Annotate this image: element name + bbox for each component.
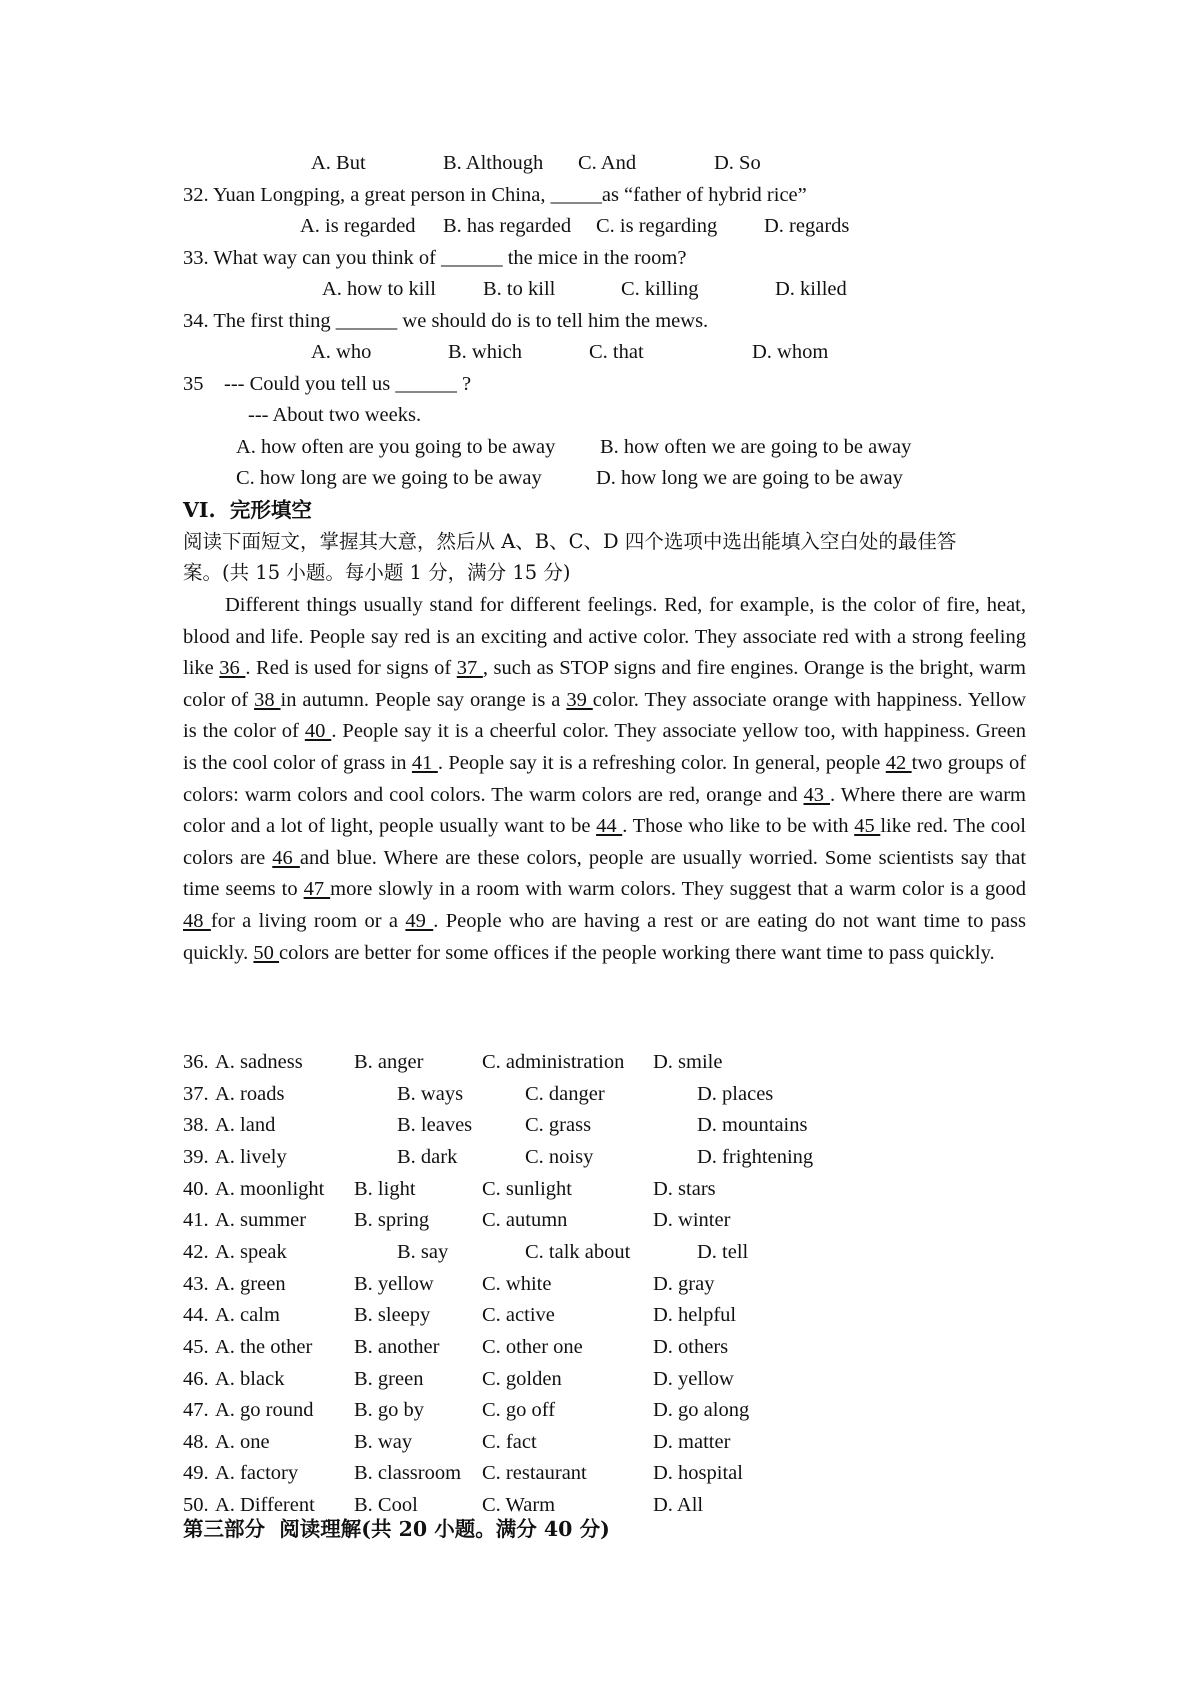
option-b: B. way: [354, 1430, 413, 1453]
q31-option-c: C. And: [578, 152, 637, 174]
option-a: A. roads: [215, 1082, 285, 1105]
question-number: 38.: [183, 1114, 209, 1137]
option-d: D. All: [653, 1494, 704, 1517]
question-number: 40.: [183, 1177, 209, 1200]
option-a: A. speak: [215, 1240, 287, 1263]
q32-option-c: C. is regarding: [596, 215, 718, 237]
q35-option-d: D. how long we are going to be away: [596, 467, 903, 489]
question-number: 37.: [183, 1082, 209, 1105]
option-d: D. places: [697, 1082, 774, 1105]
option-a: A. sadness: [215, 1051, 303, 1073]
q35-option-b: B. how often we are going to be away: [600, 436, 912, 458]
option-d: D. gray: [653, 1272, 715, 1295]
passage-text: like red. The cool colors are: [183, 815, 1027, 869]
option-c: C. white: [482, 1272, 552, 1295]
cloze-blank: 50: [253, 941, 280, 964]
option-d: D. helpful: [653, 1304, 737, 1327]
option-b: B. anger: [354, 1051, 424, 1073]
section-title: VI. 完形填空: [183, 498, 312, 522]
cloze-blank: 36: [219, 657, 246, 680]
option-d: D. winter: [653, 1209, 731, 1232]
option-c: C. grass: [525, 1114, 592, 1137]
option-a: A. summer: [215, 1209, 307, 1232]
passage-text: . People say it is a refreshing color. In general, people: [437, 751, 886, 774]
passage-text: colors are better for some offices if the people working there want time to pass quickly.: [279, 941, 995, 964]
passage-text: and blue. Where are these colors, people are usually worried. Some scientists say that time seems to: [183, 846, 1027, 901]
cloze-blank: 39: [566, 688, 593, 711]
cloze-blank: 45: [854, 815, 881, 838]
option-a: A. Different: [215, 1494, 315, 1517]
option-a: A. green: [215, 1272, 286, 1295]
question-number: 49.: [183, 1462, 209, 1485]
option-b: B. green: [354, 1367, 424, 1390]
option-b: B. another: [354, 1335, 440, 1358]
question-number: 41.: [183, 1209, 209, 1232]
cloze-blank: 41: [411, 751, 438, 774]
option-a: A. the other: [215, 1335, 313, 1358]
cloze-blank: 44: [596, 815, 623, 838]
option-b: B. spring: [354, 1209, 430, 1232]
option-c: C. golden: [482, 1367, 562, 1390]
option-a: A. factory: [215, 1462, 299, 1485]
option-a: A. calm: [215, 1304, 280, 1327]
option-a: A. moonlight: [215, 1177, 325, 1200]
q35-option-c: C. how long are we going to be away: [236, 467, 542, 489]
option-d: D. others: [653, 1335, 729, 1358]
option-d: D. frightening: [697, 1145, 814, 1168]
q35-stem: 35 --- Could you tell us ______ ?: [183, 373, 472, 395]
cloze-blank: 38: [254, 688, 281, 711]
passage-text: , such as STOP signs and fire engines. Orange is the bright, warm color of: [183, 657, 1027, 711]
passage-text: more slowly in a room with warm colors. They suggest that a warm color is a good: [330, 878, 1026, 901]
cloze-blank: 48: [183, 909, 211, 932]
option-c: C. other one: [482, 1335, 583, 1358]
q33-option-d: D. killed: [775, 278, 847, 300]
option-c: C. autumn: [482, 1209, 568, 1232]
option-b: B. ways: [397, 1082, 464, 1105]
option-d: D. matter: [653, 1430, 731, 1453]
q35-reply: --- About two weeks.: [248, 404, 422, 426]
option-c: C. fact: [482, 1430, 537, 1453]
option-a: A. land: [215, 1114, 276, 1137]
option-a: A. one: [215, 1430, 270, 1453]
passage-text: in autumn. People say orange is a: [280, 688, 567, 711]
question-number: 43.: [183, 1272, 209, 1295]
question-number: 42.: [183, 1240, 209, 1263]
q34-option-a: A. who: [311, 341, 372, 363]
option-a: A. black: [215, 1367, 285, 1390]
option-d: D. stars: [653, 1177, 716, 1200]
q35-option-a: A. how often are you going to be away: [236, 436, 556, 458]
option-a: A. lively: [215, 1145, 287, 1168]
option-b: B. go by: [354, 1399, 425, 1422]
cloze-passage: [183, 590, 1026, 969]
cloze-blank: 42: [885, 751, 912, 774]
cloze-blank: 43: [803, 783, 830, 806]
q33-stem: 33. What way can you think of ______ the mice in the room?: [183, 247, 687, 269]
passage-text: for a living room or a: [210, 909, 406, 932]
section-instruction-line1: 阅读下面短文，掌握其大意，然后从 A、B、C、D 四个选项中选出能填入空白处的最佳答: [183, 530, 957, 553]
option-c: C. go off: [482, 1399, 556, 1422]
q32-option-d: D. regards: [764, 215, 850, 237]
passage-text: Different things usually stand for different feelings. Red, for example, is the color of fire, heat, blood and life. People say red is an exciting and active color. They associate red with a strong feeling like: [183, 594, 1026, 680]
option-b: B. classroom: [354, 1462, 462, 1485]
option-d: D. smile: [653, 1051, 723, 1073]
option-b: B. say: [397, 1240, 449, 1263]
option-b: B. leaves: [397, 1114, 473, 1137]
option-d: D. mountains: [697, 1114, 808, 1137]
passage-text: two groups of colors: warm colors and cool colors. The warm colors are red, orange and: [183, 751, 1027, 806]
cloze-blank: 47: [303, 878, 331, 901]
option-d: D. yellow: [653, 1367, 734, 1390]
option-d: D. tell: [697, 1240, 749, 1263]
q33-option-c: C. killing: [621, 278, 699, 300]
cloze-blank: 46: [272, 846, 300, 869]
question-number: 48.: [183, 1430, 209, 1453]
passage-text: . Where there are warm color and a lot of light, people usually want to be: [183, 783, 1026, 838]
q31-option-a: A. But: [311, 152, 366, 174]
option-c: C. restaurant: [482, 1462, 587, 1485]
option-b: B. yellow: [354, 1272, 434, 1295]
cloze-blank: 37: [456, 657, 483, 680]
section-instruction-line2: 案。(共 15 小题。每小题 1 分，满分 15 分): [183, 561, 571, 584]
q32-stem: 32. Yuan Longping, a great person in China, _____as “father of hybrid rice”: [183, 184, 807, 206]
q34-option-b: B. which: [448, 341, 523, 363]
q33-option-b: B. to kill: [483, 278, 556, 300]
q31-option-b: B. Although: [443, 152, 544, 174]
question-number: 36.: [183, 1051, 209, 1073]
option-c: C. talk about: [525, 1240, 631, 1263]
passage-text: . People say it is a cheerful color. They associate yellow too, with happiness. Green is the cool color of grass in: [183, 720, 1027, 774]
question-number: 45.: [183, 1335, 209, 1358]
option-a: A. go round: [215, 1399, 314, 1422]
passage-text: . Those who like to be with: [622, 815, 855, 838]
passage-text: . People who are having a rest or are eating do not want time to pass quickly.: [183, 909, 1026, 964]
option-b: B. Cool: [354, 1494, 418, 1517]
cloze-blank: 40: [304, 720, 332, 743]
question-number: 47.: [183, 1399, 209, 1422]
question-number: 46.: [183, 1367, 209, 1390]
q34-stem: 34. The first thing ______ we should do is to tell him the mews.: [183, 310, 709, 332]
q32-option-b: B. has regarded: [443, 215, 572, 237]
option-c: C. sunlight: [482, 1177, 572, 1200]
part3-title: 第三部分 阅读理解(共 20 小题。满分 40 分): [183, 1517, 610, 1541]
cloze-blank: 49: [405, 909, 434, 932]
q31-option-d: D. So: [714, 152, 761, 174]
option-d: D. go along: [653, 1399, 750, 1422]
q33-option-a: A. how to kill: [322, 278, 436, 300]
option-b: B. sleepy: [354, 1304, 431, 1327]
option-c: C. danger: [525, 1082, 605, 1105]
question-number: 39.: [183, 1145, 209, 1168]
passage-text: color. They associate orange with happiness. Yellow is the color of: [183, 688, 1027, 743]
option-c: C. Warm: [482, 1494, 556, 1517]
q34-option-d: D. whom: [752, 341, 829, 363]
question-number: 44.: [183, 1304, 209, 1327]
question-number: 50.: [183, 1494, 209, 1517]
option-b: B. light: [354, 1177, 416, 1200]
q34-option-c: C. that: [589, 341, 644, 363]
option-d: D. hospital: [653, 1462, 743, 1485]
q32-option-a: A. is regarded: [300, 215, 416, 237]
option-c: C. noisy: [525, 1145, 594, 1168]
option-c: C. active: [482, 1304, 555, 1327]
passage-text: . Red is used for signs of: [245, 657, 457, 680]
option-b: B. dark: [397, 1145, 458, 1168]
option-c: C. administration: [482, 1051, 625, 1073]
